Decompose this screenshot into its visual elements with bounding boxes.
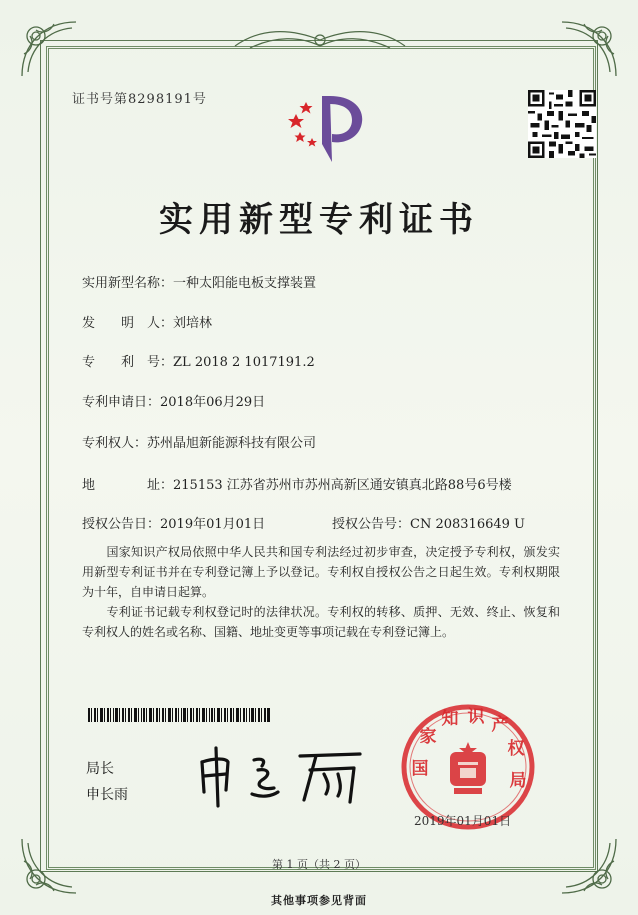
field-label: 地 址： (82, 478, 174, 493)
field-label: 授权公告号： (332, 517, 411, 532)
field-utility-model-name (82, 272, 316, 291)
seal-text-char: 知 (441, 709, 459, 729)
field-value: 苏州晶旭新能源科技有限公司 (147, 436, 317, 451)
field-label: 授权公告日： (82, 517, 161, 532)
field-grant-number (332, 513, 525, 532)
page-number: 第 1 页（共 2 页） (272, 858, 366, 871)
field-value: 2018年06月29日 (160, 395, 266, 410)
seal-text-char: 家 (419, 727, 437, 747)
seal-text-char: 国 (411, 759, 429, 779)
field-value: ZL 2018 2 1017191.2 (173, 355, 315, 370)
seal-text-char: 局 (509, 771, 527, 791)
field-value: 一种太阳能电板支撑装置 (173, 276, 317, 291)
corner-ornament-top-left (14, 14, 84, 84)
certificate-title: 实用新型专利证书 (159, 200, 479, 240)
seal-date: 2019年01月01日 (414, 814, 512, 828)
seal-text-char: 识 (467, 707, 485, 727)
field-address (82, 474, 512, 493)
barcode (88, 708, 270, 722)
field-value: 2019年01月01日 (160, 517, 266, 532)
field-label: 专利权人： (82, 436, 148, 451)
field-label: 专 利 号： (82, 355, 174, 370)
field-patentee (82, 432, 316, 451)
legal-statement-paragraph-1: 国家知识产权局依照中华人民共和国专利法经过初步审查，决定授予专利权，颁发实用新型专利证书并在专利登记簿上予以登记。专利权自授权公告之日起生效。专利权期限为十年，自申请日起算。 (82, 545, 560, 599)
field-inventor (82, 312, 212, 331)
field-value: 215153 江苏省苏州市苏州高新区通安镇真北路88号6号楼 (173, 478, 512, 493)
certificate-number: 证书号第8298191号 (72, 92, 207, 107)
field-label: 发 明 人： (82, 316, 174, 331)
seal-text-char: 权 (507, 739, 525, 759)
field-value: CN 208316649 U (410, 517, 525, 532)
field-label: 专利申请日： (82, 395, 161, 410)
field-label: 实用新型名称： (82, 276, 174, 291)
signatory-title: 局长 (86, 761, 114, 777)
field-value: 刘培林 (173, 316, 213, 331)
field-grant-date (82, 513, 265, 532)
top-border-ornament (230, 26, 410, 54)
handwritten-signature (192, 744, 372, 808)
legal-statement-paragraph-2: 专利证书记载专利权登记时的法律状况。专利权的转移、质押、无效、终止、恢复和专利权人的姓名或名称、国籍、地址变更等事项记载在专利登记簿上。 (82, 605, 560, 639)
signatory-name: 申长雨 (86, 787, 128, 803)
seal-text-char: 产 (491, 715, 509, 735)
field-patent-number (82, 351, 315, 370)
footer-note: 其他事项参见背面 (271, 894, 367, 907)
corner-ornament-top-right (554, 14, 624, 84)
cnipa-logo (286, 86, 370, 166)
qr-code (528, 90, 596, 158)
field-filing-date (82, 391, 265, 410)
